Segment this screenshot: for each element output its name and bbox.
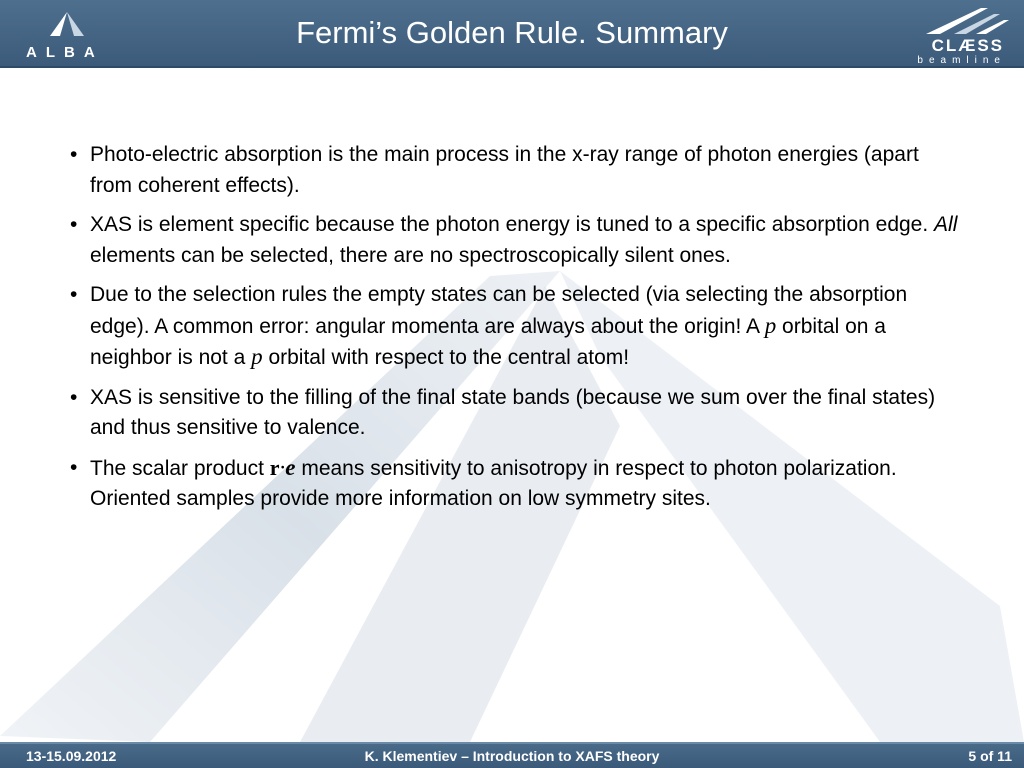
bullet-text: XAS is sensitive to the filling of the final state bands (because we sum over the final states) and thus sensitive to valence. — [90, 385, 936, 439]
math-symbol: p — [251, 344, 263, 369]
slide-title: Fermi’s Golden Rule. Summary — [296, 15, 728, 50]
claess-logo-subtext: beamline — [917, 55, 1006, 66]
bullet-text: orbital with respect to the central atom! — [262, 346, 630, 369]
bullet-text: elements can be selected, there are no spectroscopically silent ones. — [90, 243, 731, 267]
math-symbol: e — [285, 454, 296, 480]
list-item — [70, 383, 960, 444]
footer-date: 13-15.09.2012 — [26, 748, 117, 764]
bullet-marker: • — [70, 143, 78, 166]
bullet-text: Due to the selection rules the empty states can be selected (via selecting the absorption edge). A common error: angular momenta are always about the origin! A — [90, 283, 908, 338]
bullet-text: The scalar product — [90, 456, 270, 480]
bullet-marker: • — [70, 283, 78, 306]
bullet-list — [70, 140, 960, 524]
bullet-text: Photo-electric absorption is the main process in the x-ray range of photon energies (apart from coherent effects). — [90, 143, 919, 197]
list-item — [70, 210, 960, 271]
math-symbol: r — [269, 454, 280, 480]
math-symbol: · — [279, 454, 286, 480]
claess-logo-text: CLÆSS — [931, 36, 1004, 55]
list-item — [70, 140, 960, 201]
page-number: 5 of 11 — [968, 748, 1012, 764]
bullet-marker: • — [70, 213, 78, 236]
claess-logo — [906, 4, 1016, 64]
bullet-marker: • — [70, 385, 78, 409]
bullet-marker: • — [70, 455, 78, 479]
slide-header — [0, 0, 1024, 68]
math-symbol: p — [764, 312, 777, 338]
list-item — [70, 280, 960, 374]
claess-logo-mark — [906, 4, 1016, 38]
bullet-text: XAS is element specific because the photon energy is tuned to a specific absorption edge. — [90, 213, 935, 236]
emphasis-text: All — [934, 213, 958, 236]
list-item — [70, 453, 960, 515]
slide-footer — [0, 742, 1024, 768]
alba-logo-text: ALBA — [26, 44, 104, 61]
bullet-text: orbital on a neighbor is not a — [90, 314, 886, 369]
footer-title: K. Klementiev – Introduction to XAFS theory — [364, 748, 660, 764]
bullet-text: means sensitivity to anisotropy in respect to photon polarization. Oriented samples provide more information on low symmetry sites. — [90, 456, 897, 510]
